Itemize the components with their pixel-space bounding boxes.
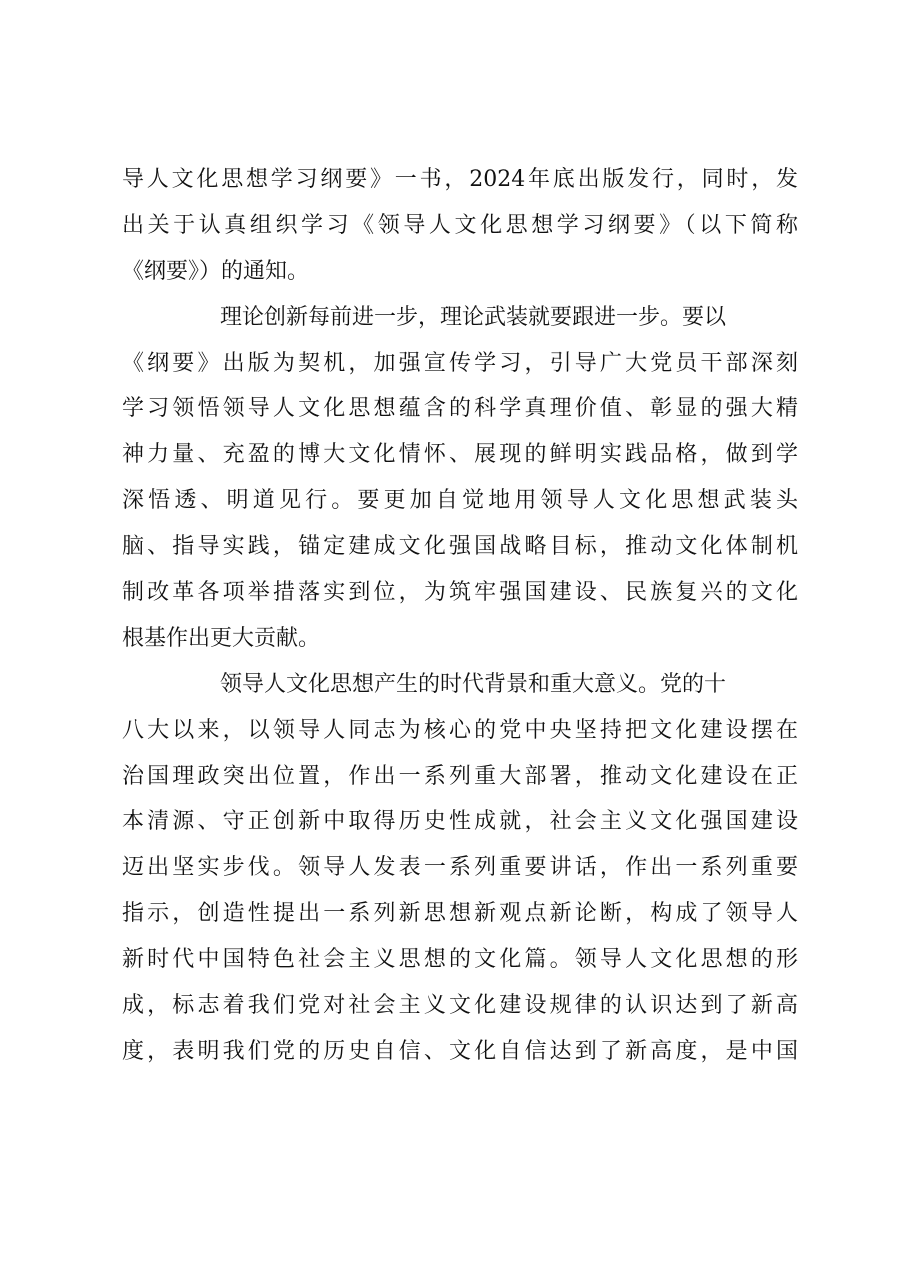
text-line: 八大以来，以领导人同志为核心的党中央坚持把文化建设摆在	[122, 717, 798, 743]
text-line: 《纲要》）的通知。	[122, 258, 310, 284]
text-line: 深悟透、明道见行。要更加自觉地用领导人文化思想武装头	[122, 488, 798, 514]
text-line: 根基作出更大贡献。	[122, 625, 321, 651]
text-line: 理论创新每前进一步，理论武装就要跟进一步。要以	[220, 304, 727, 330]
document-body	[122, 157, 798, 1075]
text-line: 迈出坚实步伐。领导人发表一系列重要讲话，作出一系列重要	[122, 855, 798, 881]
text-line: 神力量、充盈的博大文化情怀、展现的鲜明实践品格，做到学	[122, 442, 798, 468]
text-line: 指示，创造性提出一系列新思想新观点新论断，构成了领导人	[122, 901, 798, 927]
text-line: 《纲要》出版为契机，加强宣传学习，引导广大党员干部深刻	[122, 350, 798, 376]
text-line: 成，标志着我们党对社会主义文化建设规律的认识达到了新高	[122, 993, 798, 1019]
text-line: 出关于认真组织学习《领导人文化思想学习纲要》（以下简称	[122, 212, 798, 238]
text-line: 治国理政突出位置，作出一系列重大部署，推动文化建设在正	[122, 763, 798, 789]
text-line: 导人文化思想学习纲要》一书，2024年底出版发行，同时，发	[122, 167, 798, 192]
text-line: 脑、指导实践，锚定建成文化强国战略目标，推动文化体制机	[122, 534, 798, 560]
text-line: 本清源、守正创新中取得历史性成就，社会主义文化强国建设	[122, 809, 798, 835]
text-line: 学习领悟领导人文化思想蕴含的科学真理价值、彰显的强大精	[122, 396, 798, 422]
text-line: 制改革各项举措落实到位，为筑牢强国建设、民族复兴的文化	[122, 580, 798, 606]
paragraph-2	[122, 295, 798, 662]
text-line: 领导人文化思想产生的时代背景和重大意义。党的十	[220, 671, 727, 697]
text-line: 新时代中国特色社会主义思想的文化篇。领导人文化思想的形	[122, 947, 798, 973]
paragraph-1	[122, 157, 798, 295]
paragraph-3	[122, 662, 798, 1075]
text-line: 度，表明我们党的历史自信、文化自信达到了新高度，是中国	[122, 1038, 798, 1064]
